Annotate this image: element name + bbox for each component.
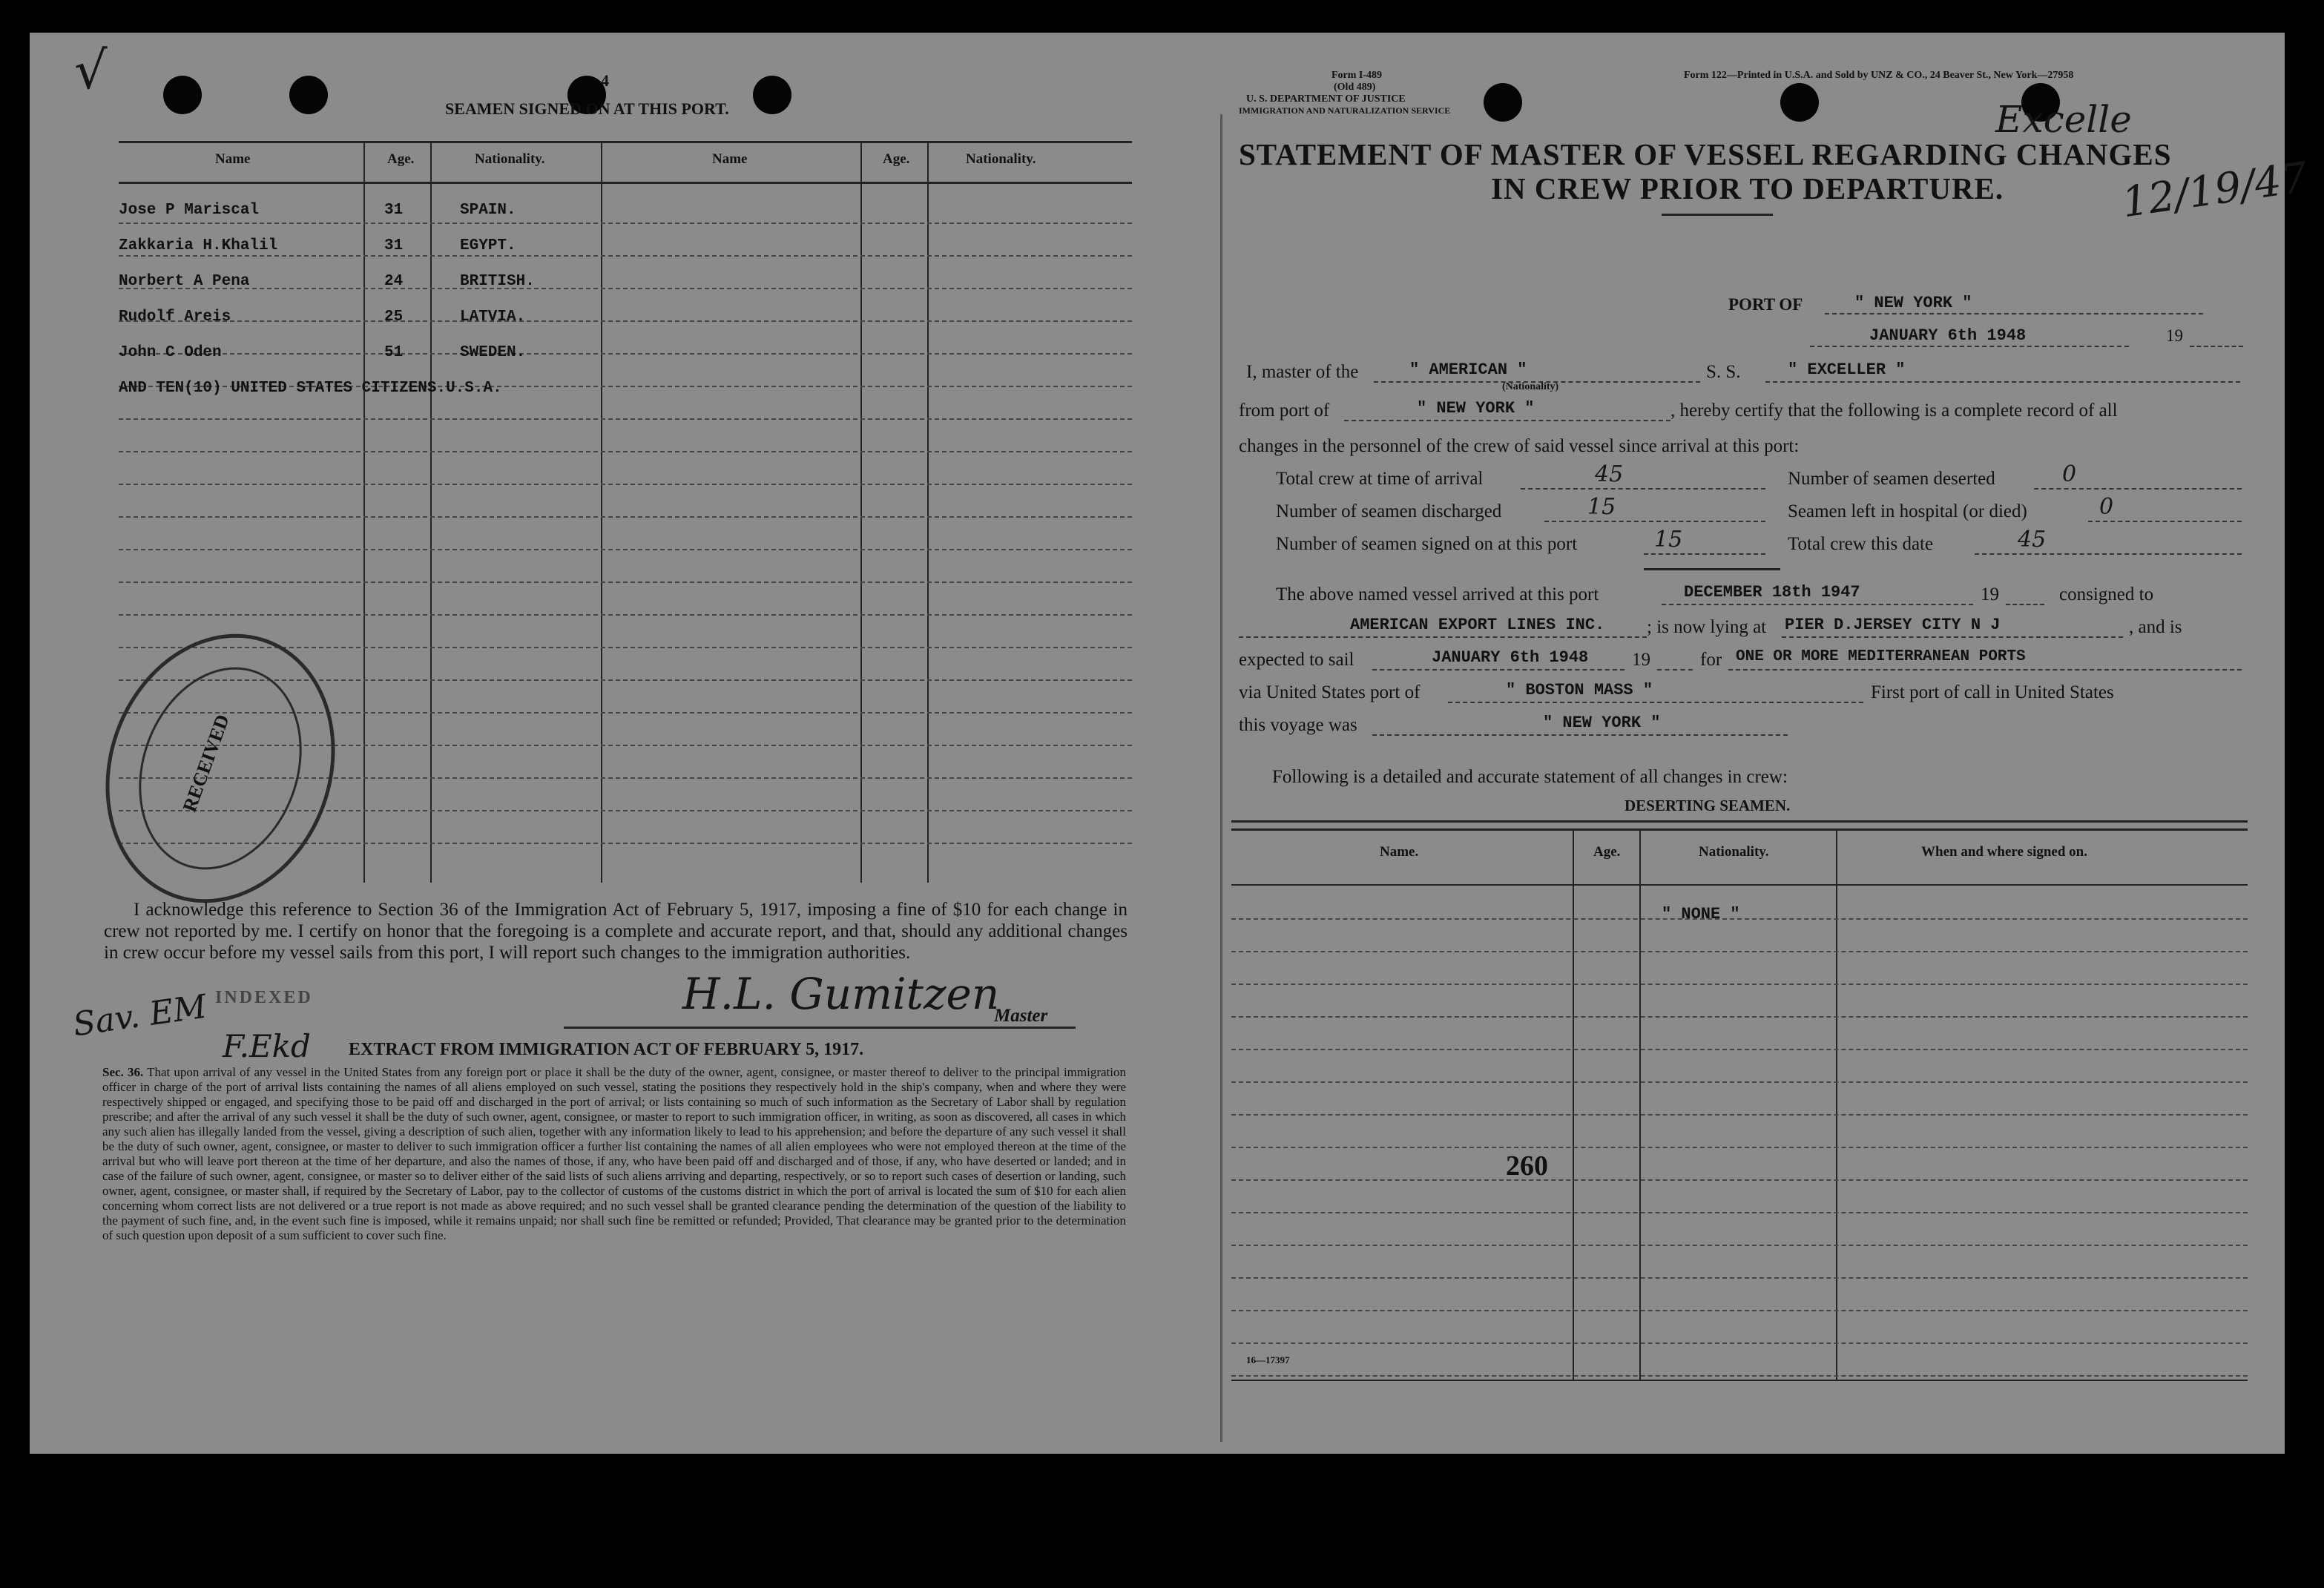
table-row-line (119, 516, 1132, 518)
field-line (1372, 669, 1625, 671)
table-row-line (119, 353, 1132, 355)
field-line (2034, 488, 2242, 490)
punch-hole (1484, 83, 1522, 122)
seaman-nationality: BRITISH. (460, 273, 535, 290)
form-number: Form I-489 (1331, 70, 1383, 81)
nationality-value: " AMERICAN " (1409, 360, 1527, 379)
form-title-line-1: STATEMENT OF MASTER OF VESSEL REGARDING CHANGES (1239, 137, 2172, 171)
handwritten-date: 12/19/47 (2119, 153, 2311, 228)
certify-text: , hereby certify that the following is a complete record of all (1670, 401, 2118, 421)
table-row-line (1231, 1342, 2248, 1344)
handwritten-note: Sav. EM (70, 987, 209, 1044)
signed-label: Number of seamen signed on at this port (1276, 534, 1578, 554)
table-row-line (119, 451, 1132, 452)
deserting-table-bottom (1231, 1380, 2248, 1381)
seaman-name: Zakkaria H.Khalil (119, 237, 278, 254)
total-date-value: 45 (2018, 527, 2047, 553)
punch-hole (1780, 83, 1819, 122)
following-text: Following is a detailed and accurate statement of all changes in crew: (1272, 767, 1788, 787)
signed-value: 15 (1654, 527, 1683, 553)
dept-line-1: U. S. DEPARTMENT OF JUSTICE (1246, 93, 1406, 105)
port-value: " NEW YORK " (1854, 294, 1972, 312)
extract-body: That upon arrival of any vessel in the United States from any foreign port or place it shall be the duty of the owner, agent, consignee, or master thereof to deliver to the principal immigration officer in charge of the port of arrival lists containing the names of all aliens employed on such vessel, stating the positions they respectively hold in the ship's company, when and where they were respectively shipped or engaged, and specifying those to be paid off and discharged in the port of arrival; or lists containing so much of such information as the Secretary of Labor shall by regulation prescribe; and after the arrival of any such vessel it shall be the duty of such owner, agent, consignee, or master to report to such immigration officer, in writing, as soon as discovered, all cases in which any such alien has illegally landed from the vessel, giving a description of such alien, together with any information likely to lead to his apprehension; and before the departure of any such vessel it shall be the duty of such owner, agent, consignee, or master to deliver to such immigration officer a further list containing the names of all alien employees who were not employed thereon at the time of the arrival but who will leave port thereon at the time of her departure, and also the names of those, if any, who have been paid off and discharged and of those, if any, who have deserted or landed; and in case of the failure of such owner, agent, consignee, or master so to deliver either of the said lists of such aliens arriving and departing, respectively, or so to report such cases of desertion or landing, such owner, agent, consignee, or master shall, if required by the Secretary of Labor, pay to the collector of customs of the customs district in which the port of arrival is located the sum of $10 for each alien concerning whom correct lists are not delivered or a true report is not made as above required; and no such vessel shall be granted clearance pending the determination of the question of the liability to the payment of such fine, and, in the event such fine is imposed, while it remains unpaid; nor shall such fine be remitted or refunded; Provided, That clearance may be granted prior to the determination of such question upon deposit of a sum sufficient to cover such fine. (102, 1065, 1126, 1242)
year-prefix: 19 (1981, 584, 1999, 604)
seaman-name: John C Oden (119, 344, 222, 361)
total-arrival-value: 45 (1595, 461, 1624, 487)
column-divider (601, 141, 602, 883)
acknowledgment-text: I acknowledge this reference to Section 36 of the Immigration Act of February 5, 1917, imposing a fine of $10 for each change in crew not reported by me. I certify on honor that the foregoing is a complete and accurate report, and that, should any additional changes in crew occur before my vessel sails from this port, I will report such changes to the immigration authorities. (104, 900, 1128, 963)
seaman-nationality: SPAIN. (460, 202, 516, 219)
column-divider (1836, 831, 1837, 1380)
lying-text: ; is now lying at (1647, 617, 1767, 637)
first-port-text: First port of call in United States (1871, 682, 2114, 702)
field-line (1662, 604, 1973, 605)
section-label: Sec. 36. (102, 1065, 144, 1079)
hospital-label: Seamen left in hospital (or died) (1788, 501, 2027, 521)
date-value: JANUARY 6th 1948 (1869, 326, 2027, 345)
punch-hole (289, 76, 328, 114)
field-line (1521, 488, 1765, 490)
table-row-line (1231, 1179, 2248, 1181)
punch-hole (753, 76, 791, 114)
sheet-number: 260 (1506, 1150, 1548, 1182)
column-divider (1639, 831, 1641, 1380)
from-port-value: " NEW YORK " (1417, 399, 1535, 418)
col-name: Name (215, 151, 251, 167)
extract-text (102, 1065, 1126, 1243)
footer-code: 16—17397 (1246, 1354, 1290, 1365)
extract-title: EXTRACT FROM IMMIGRATION ACT OF FEBRUARY 5, 1917. (349, 1040, 864, 1059)
signature-line (564, 1027, 1076, 1029)
year-prefix: 19 (1632, 650, 1650, 670)
master-of-text: I, master of the (1246, 362, 1359, 382)
year-prefix: 19 (2166, 326, 2183, 345)
nationality-label: (Nationality) (1502, 381, 1559, 392)
field-line (1239, 636, 1647, 638)
field-line (1448, 702, 1863, 703)
section-title: SEAMEN SIGNED ON AT THIS PORT. (445, 99, 729, 118)
table-row-line (119, 223, 1132, 224)
deserted-value: 0 (2062, 461, 2077, 487)
field-line (1372, 734, 1788, 736)
page-number: 4 (601, 71, 609, 90)
table-row-line (119, 288, 1132, 289)
field-line (2006, 604, 2044, 605)
hospital-value: 0 (2099, 494, 2114, 520)
title-underline (1662, 214, 1773, 216)
table-row-line (1231, 1310, 2248, 1311)
field-line (1644, 553, 1765, 555)
table-row-line (1231, 951, 2248, 952)
deserting-table-top (1231, 820, 2248, 831)
seaman-nationality: LATVIA. (460, 309, 526, 326)
discharged-value: 15 (1587, 494, 1616, 520)
total-arrival-label: Total crew at time of arrival (1276, 469, 1484, 489)
table-row-line (1231, 1016, 2248, 1018)
table-row-line (1231, 1147, 2248, 1148)
via-text: via United States port of (1239, 682, 1421, 702)
total-date-label: Total crew this date (1788, 534, 1934, 554)
via-value: " BOSTON MASS " (1506, 681, 1653, 699)
for-text: for (1700, 650, 1722, 670)
deserting-title: DESERTING SEAMEN. (1625, 797, 1791, 814)
des-col-nationality: Nationality. (1699, 844, 1769, 860)
table-row-line (1231, 1245, 2248, 1246)
ss-label: S. S. (1706, 362, 1741, 382)
deserting-value: " NONE " (1662, 905, 1740, 923)
received-stamp (69, 602, 372, 935)
column-divider (1573, 831, 1574, 1380)
field-line (1344, 420, 1670, 421)
field-line (1810, 346, 2129, 347)
arrived-text: The above named vessel arrived at this port (1276, 584, 1599, 604)
table-row-line (119, 614, 1132, 616)
seaman-age: 51 (384, 344, 404, 361)
seaman-name: Norbert A Pena (119, 273, 250, 290)
punch-hole (163, 76, 202, 114)
handwritten-name: Excelle (1995, 98, 2132, 141)
table-row-line (1231, 1049, 2248, 1050)
column-divider (363, 141, 365, 883)
deserted-label: Number of seamen deserted (1788, 469, 1995, 489)
field-line (2190, 346, 2243, 347)
printer-line: Form 122—Printed in U.S.A. and Sold by UNZ & CO., 24 Beaver St., New York—27958 (1684, 70, 2074, 81)
col-age-2: Age. (883, 151, 910, 167)
stats-underline (1644, 568, 1780, 570)
summary-line: AND TEN(10) UNITED STATES CITIZENS.U.S.A. (119, 380, 502, 397)
table-row-line (1231, 1277, 2248, 1279)
master-signature: H.L. Gumitzen (682, 969, 1000, 1019)
form-old: (Old 489) (1334, 82, 1376, 93)
field-line (1975, 553, 2242, 555)
form-title-line-2: IN CREW PRIOR TO DEPARTURE. (1491, 171, 2004, 205)
seaman-age: 31 (384, 237, 404, 254)
expected-text: expected to sail (1239, 650, 1354, 670)
table-row-line (1231, 1081, 2248, 1083)
des-col-when: When and where signed on. (1921, 844, 2088, 860)
check-mark: √ (74, 40, 108, 101)
column-divider (927, 141, 929, 883)
expected-value: JANUARY 6th 1948 (1432, 648, 1589, 667)
changes-text: changes in the personnel of the crew of said vessel since arrival at this port: (1239, 436, 1800, 456)
document-sheet (30, 33, 2311, 1454)
des-col-age: Age. (1593, 844, 1621, 860)
table-row-line (1231, 984, 2248, 985)
table-row-line (119, 418, 1132, 420)
col-nationality: Nationality. (475, 151, 545, 167)
discharged-label: Number of seamen discharged (1276, 501, 1502, 521)
field-line (1544, 521, 1765, 522)
deserting-header-line (1231, 884, 2248, 886)
from-port-text: from port of (1239, 401, 1330, 421)
table-row-line (119, 582, 1132, 583)
table-row-line (119, 484, 1132, 485)
table-row-line (119, 549, 1132, 550)
col-age: Age. (387, 151, 415, 167)
field-line (1782, 636, 2123, 638)
dept-line-2: IMMIGRATION AND NATURALIZATION SERVICE (1239, 105, 1451, 116)
seaman-name: Rudolf Areis (119, 309, 231, 326)
table-row-line (1231, 1114, 2248, 1116)
consignee-value: AMERICAN EXPORT LINES INC. (1350, 616, 1605, 634)
stamp-text: RECEIVED (178, 711, 234, 815)
port-label: PORT OF (1728, 295, 1803, 314)
column-divider (430, 141, 432, 883)
arrived-value: DECEMBER 18th 1947 (1684, 583, 1860, 602)
seaman-nationality: EGYPT. (460, 237, 516, 254)
seaman-age: 31 (384, 202, 404, 219)
initials: F.Ekd (223, 1028, 311, 1064)
table-row-line (1231, 1212, 2248, 1213)
seaman-age: 24 (384, 273, 404, 290)
col-name-2: Name (712, 151, 748, 167)
vessel-value: " EXCELLER " (1788, 360, 1906, 379)
field-line (1657, 669, 1693, 671)
seaman-age: 25 (384, 309, 404, 326)
field-line (2088, 521, 2242, 522)
voyage-text: this voyage was (1239, 715, 1357, 735)
table-row-line (119, 320, 1132, 322)
field-line (1825, 313, 2203, 314)
for-value: ONE OR MORE MEDITERRANEAN PORTS (1736, 648, 2026, 665)
field-line (1765, 381, 2240, 383)
consigned-text: consigned to (2059, 584, 2154, 604)
seaman-nationality: SWEDEN. (460, 344, 526, 361)
indexed-stamp: INDEXED (215, 988, 313, 1007)
field-line (1728, 669, 2242, 671)
des-col-name: Name. (1380, 844, 1419, 860)
table-row-line (1231, 1375, 2248, 1377)
and-is-text: , and is (2129, 617, 2182, 637)
lying-value: PIER D.JERSEY CITY N J (1785, 616, 2001, 634)
table-row-line (119, 255, 1132, 257)
page-fold (1220, 114, 1222, 1442)
col-nationality-2: Nationality. (966, 151, 1036, 167)
seaman-name: Jose P Mariscal (119, 202, 260, 219)
column-divider (860, 141, 862, 883)
voyage-value: " NEW YORK " (1543, 714, 1661, 732)
master-label: Master (994, 1006, 1048, 1026)
